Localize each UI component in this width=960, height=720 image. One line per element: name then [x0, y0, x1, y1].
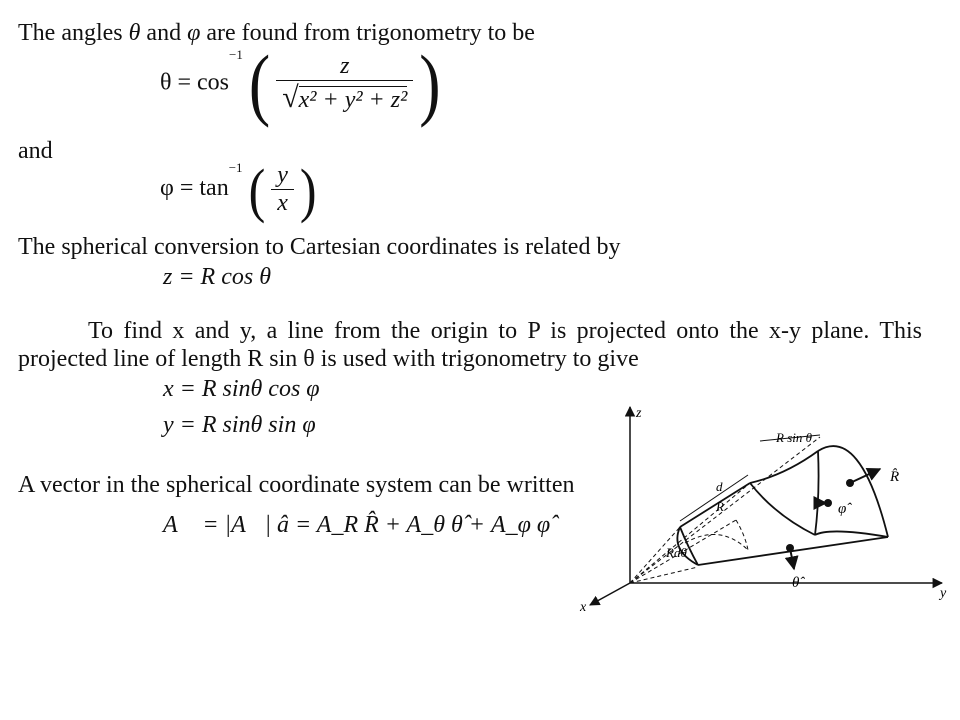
- phi-symbol: φ: [187, 20, 201, 46]
- eq-theta-numerator: z: [340, 53, 350, 79]
- axis-label-x: x: [580, 600, 587, 615]
- right-paren: ): [299, 155, 317, 224]
- equation-phi: [160, 155, 317, 224]
- spherical-diagram: [570, 395, 950, 625]
- intro-part1: The angles: [18, 20, 129, 46]
- equation-theta: [160, 39, 441, 128]
- label-thetahat: θ̂: [792, 575, 800, 591]
- eq-theta-lhs: θ = cos: [160, 69, 230, 96]
- eq-theta-fraction: [276, 53, 413, 115]
- left-paren: (: [248, 39, 271, 128]
- para2-line1: To find x and y, a line from the origin to P is projected onto the x-y plane. This: [88, 318, 922, 344]
- equation-x: x = R sinθ cos φ: [163, 376, 320, 402]
- vector-text: A vector in the spherical coordinate system can be written: [18, 472, 575, 498]
- axis-label-y: y: [940, 586, 947, 601]
- conversion-text: The spherical conversion to Cartesian coordinates is related by: [18, 234, 621, 260]
- right-paren: ): [419, 39, 441, 128]
- intro-part3: are found from trigonometry to be: [200, 20, 535, 46]
- para2-line2: projected line of length R sin θ is used with trigonometry to give: [18, 346, 639, 372]
- equation-y: y = R sinθ sin φ: [163, 412, 316, 438]
- eq-phi-numerator: y: [277, 162, 288, 188]
- intro-part2: and: [140, 20, 188, 46]
- eq-phi-inverse: −1: [228, 160, 243, 176]
- equation-vector: A⃗ = |A⃗| â = A_R R̂ + A_θ θ̂ + A_φ φ̂: [163, 512, 551, 538]
- volume-element: [677, 446, 888, 565]
- intro-line: [18, 20, 535, 47]
- eq-theta-inverse: −1: [229, 46, 243, 62]
- label-R: R: [716, 499, 724, 514]
- left-paren: (: [248, 155, 266, 224]
- eq-theta-denominator: x² + y² + z²: [298, 87, 408, 113]
- eq-theta-denominator-wrap: [276, 81, 413, 115]
- eq-phi-fraction: [271, 162, 294, 217]
- label-rsin: R sin θ: [776, 430, 812, 445]
- dimension-line: [680, 475, 748, 521]
- x-axis: [590, 583, 630, 605]
- label-rhat: R̂: [890, 469, 900, 485]
- and-label: and: [18, 138, 53, 164]
- label-phihat: φ̂: [838, 501, 847, 517]
- sqrt-icon: √: [282, 81, 299, 114]
- theta-symbol: θ: [128, 20, 141, 46]
- label-rdtheta: Rdθ: [666, 545, 687, 560]
- eq-phi-lhs: φ = tan: [160, 175, 229, 202]
- label-d: d: [716, 479, 723, 494]
- eq-phi-denominator: x: [277, 190, 288, 216]
- axis-label-z: z: [636, 406, 642, 421]
- equation-z: z = R cos θ: [163, 264, 271, 290]
